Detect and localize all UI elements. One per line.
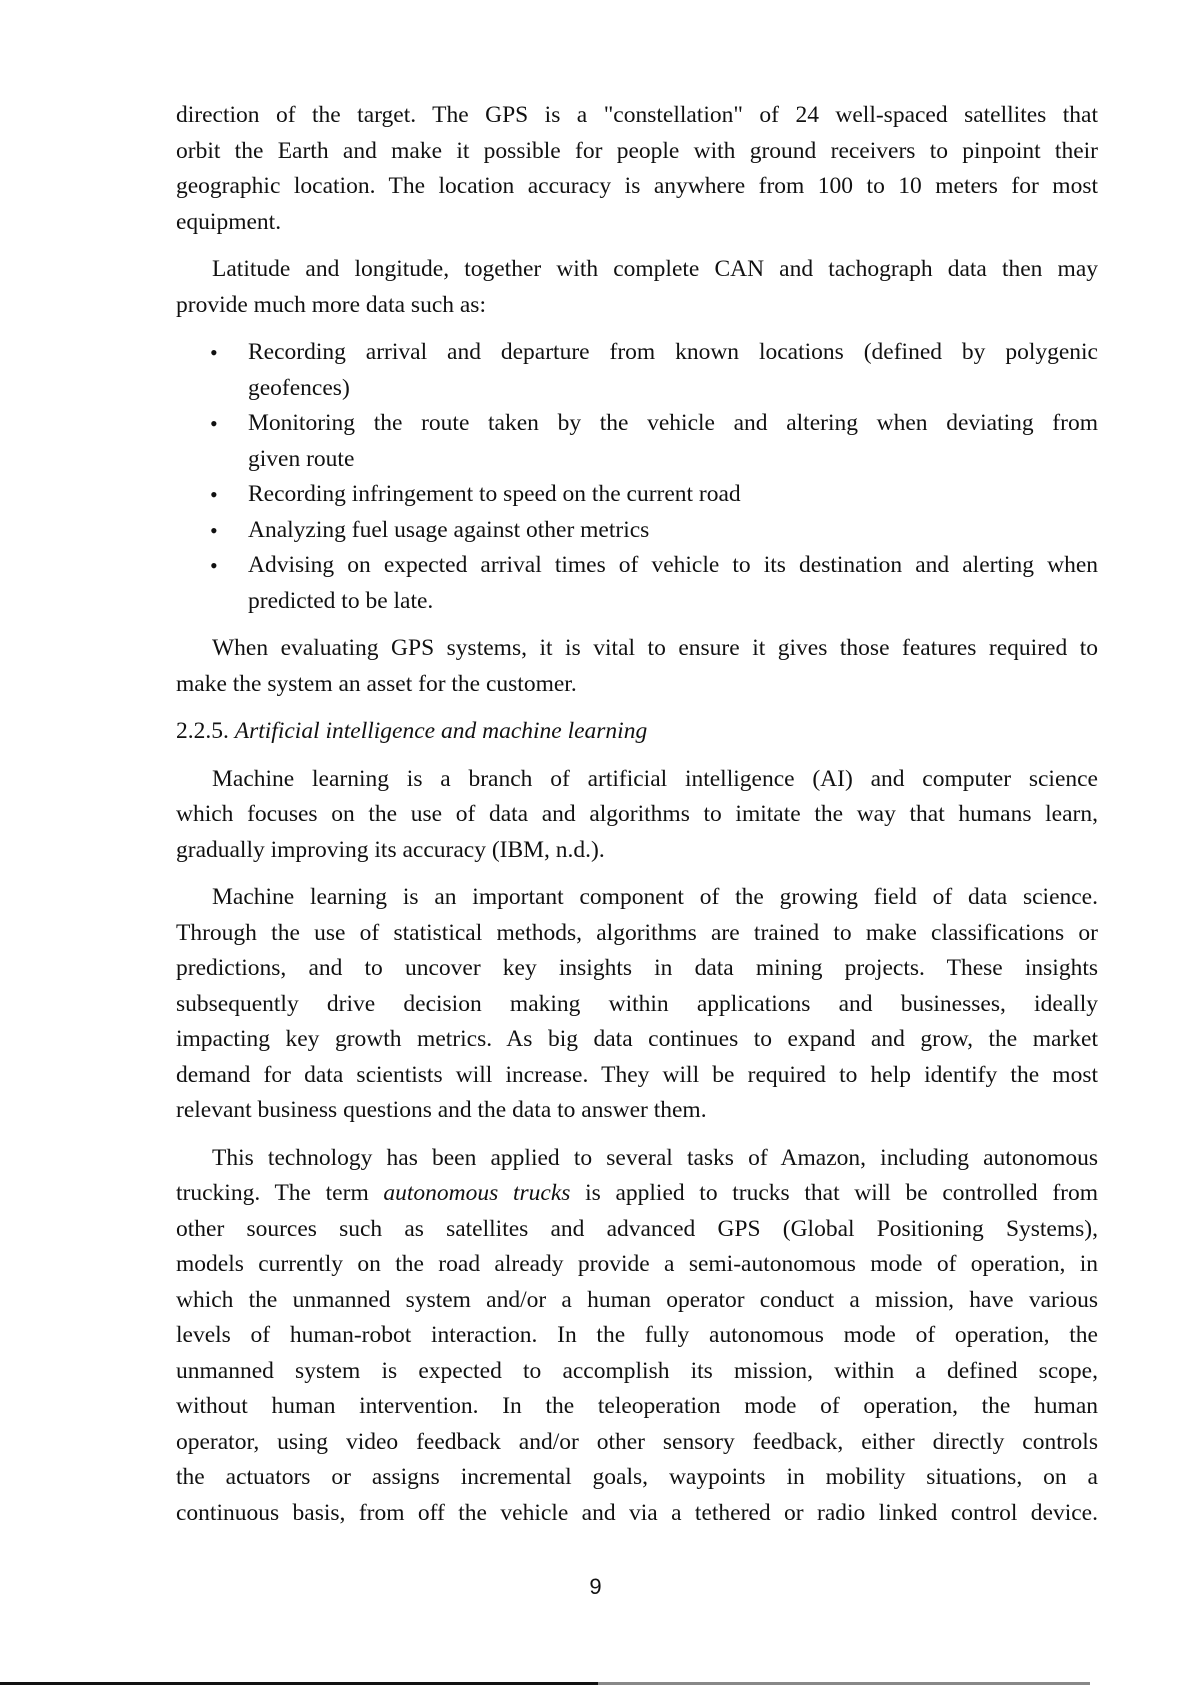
list-item (176, 513, 1098, 549)
paragraph-latitude-longitude (176, 252, 1098, 323)
text-line: Monitoring the route taken by the vehicle and altering when deviating from (248, 410, 1098, 436)
text-line: predicted to be late. (248, 587, 434, 614)
paragraph-evaluating-gps (176, 631, 1098, 702)
text-line (176, 1176, 1098, 1212)
list-item (176, 335, 1098, 406)
list-item (176, 548, 1098, 619)
emphasized-term: autonomous trucks (383, 1180, 571, 1206)
text-line: models currently on the road already provide a semi-autonomous mode of operation, in (176, 1251, 1098, 1277)
text-line: This technology has been applied to several tasks of Amazon, including autonomous (212, 1144, 1098, 1171)
paragraph-ml-definition (176, 762, 1098, 869)
paragraph-ml-data-science (176, 880, 1098, 1129)
text-line: which the unmanned system and/or a human operator conduct a mission, have various (176, 1286, 1098, 1313)
text-line: Recording arrival and departure from known locations (defined by polygenic (248, 339, 1098, 365)
text-line: geofences) (248, 374, 350, 401)
text-line: unmanned system is expected to accomplish its mission, within a defined scope, (176, 1357, 1098, 1384)
paragraph-autonomous-trucks (176, 1141, 1098, 1532)
text-line: demand for data scientists will increase. They will be required to help identify the most (176, 1061, 1098, 1088)
bullet-icon: • (210, 517, 218, 543)
bullet-icon: • (210, 411, 218, 436)
text-line: When evaluating GPS systems, it is vital to ensure it gives those features required to (212, 635, 1098, 661)
text-line: the actuators or assigns incremental goals, waypoints in mobility situations, on a (176, 1464, 1098, 1490)
text-line: Through the use of statistical methods, algorithms are trained to make classifications or (176, 919, 1098, 946)
text-line: Latitude and longitude, together with complete CAN and tachograph data then may (212, 256, 1098, 282)
text-line: Advising on expected arrival times of vehicle to its destination and alerting when (248, 552, 1098, 578)
text-line: Machine learning is an important component of the growing field of data science. (212, 884, 1098, 910)
page-body (176, 98, 1098, 1543)
text-fragment: trucking. The term (176, 1180, 384, 1206)
section-number: 2.2.5. (176, 718, 229, 744)
bullet-icon: • (210, 482, 218, 507)
bullet-icon: • (210, 553, 218, 578)
paragraph-gps-constellation (176, 98, 1098, 240)
text-line: Recording infringement to speed on the current road (248, 481, 741, 507)
text-line: Analyzing fuel usage against other metrics (248, 516, 650, 543)
text-line: impacting key growth metrics. As big data continues to expand and grow, the market (176, 1026, 1098, 1052)
text-line: gradually improving its accuracy (IBM, n.d.). (176, 836, 605, 863)
text-line: predictions, and to uncover key insights in data mining projects. These insights (176, 955, 1098, 981)
text-line: other sources such as satellites and advanced GPS (Global Positioning Systems), (176, 1215, 1098, 1242)
list-item (176, 477, 1098, 513)
text-line: which focuses on the use of data and algorithms to imitate the way that humans learn, (176, 801, 1098, 827)
list-item (176, 406, 1098, 477)
text-line: subsequently drive decision making within applications and businesses, ideally (176, 990, 1098, 1017)
text-line: equipment. (176, 208, 282, 235)
text-line: provide much more data such as: (176, 291, 486, 318)
text-line: levels of human-robot interaction. In the fully autonomous mode of operation, the (176, 1322, 1098, 1348)
bullet-icon: • (210, 340, 218, 365)
text-line: geographic location. The location accuracy is anywhere from 100 to 10 meters for most (176, 173, 1098, 199)
page-number: 9 (589, 1574, 602, 1599)
text-line: make the system an asset for the customer. (176, 670, 577, 697)
section-title: Artificial intelligence and machine learning (234, 718, 648, 744)
text-line: operator, using video feedback and/or other sensory feedback, either directly controls (176, 1428, 1098, 1455)
text-line: continuous basis, from off the vehicle and via a tethered or radio linked control device. (176, 1499, 1098, 1526)
section-heading (176, 714, 1098, 750)
text-line: orbit the Earth and make it possible for people with ground receivers to pinpoint their (176, 137, 1098, 164)
text-line: without human intervention. In the teleoperation mode of operation, the human (176, 1393, 1098, 1419)
feature-bullet-list (176, 335, 1098, 619)
text-line: direction of the target. The GPS is a "constellation" of 24 well-spaced satellites that (176, 102, 1098, 128)
text-line: Machine learning is a branch of artificial intelligence (AI) and computer science (212, 765, 1098, 792)
text-line: relevant business questions and the data to answer them. (176, 1097, 707, 1123)
text-fragment: is applied to trucks that will be controlled from (570, 1180, 1099, 1206)
text-line: given route (248, 445, 355, 472)
